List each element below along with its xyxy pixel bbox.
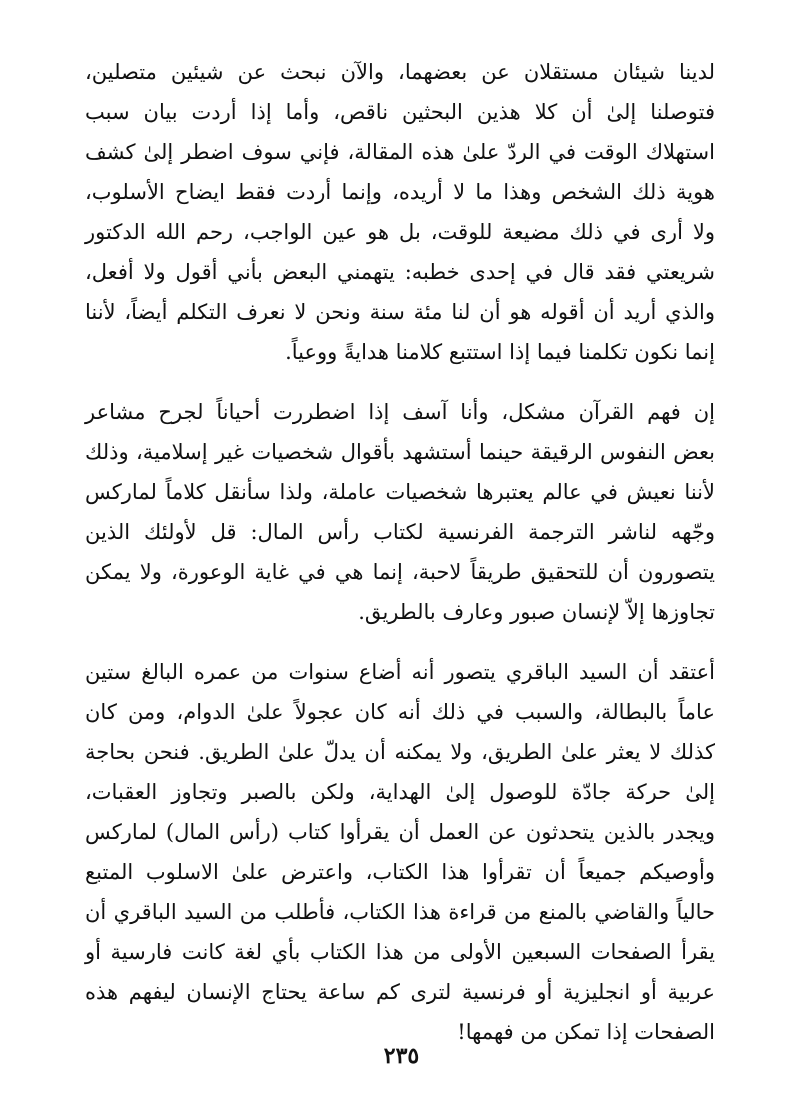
text-line: عربية أو انجليزية أو فرنسية لترى كم ساعة يحتاج الإنسان ليفهم هذه [85, 980, 715, 1004]
text-line: فتوصلنا إلىٰ أن كلا هذين البحثين ناقص، وأما إذا أردت بيان سبب [85, 100, 715, 124]
text-line: عاماً بالبطالة، والسبب في ذلك أنه كان عجولاً علىٰ الدوام، ومن كان [85, 700, 715, 724]
page-body [85, 52, 715, 1052]
text-line: حالياً والقاضي بالمنع من قراءة هذا الكتاب، فأطلب من السيد الباقري أن [85, 900, 715, 924]
text-line: والذي أريد أن أقوله هو أن لنا مئة سنة ونحن لا نعرف التكلم أيضاً، لأننا [85, 300, 715, 324]
text-line: ولا أرى في ذلك مضيعة للوقت، بل هو عين الواجب، رحم الله الدكتور [85, 220, 715, 244]
text-line: هوية ذلك الشخص وهذا ما لا أريده، وإنما أردت فقط ايضاح الأسلوب، [85, 180, 715, 204]
page-number: ٢٣٥ [383, 1043, 420, 1069]
paragraph-3 [85, 652, 715, 1052]
text-line: وجّهه لناشر الترجمة الفرنسية لكتاب رأس المال: قل لأولئك الذين [85, 520, 715, 544]
text-line: أعتقد أن السيد الباقري يتصور أنه أضاع سنوات من عمره البالغ ستين [85, 660, 715, 684]
text-line: يقرأ الصفحات السبعين الأولى من هذا الكتاب بأي لغة كانت فارسية أو [85, 940, 715, 964]
text-line: استهلاك الوقت في الردّ علىٰ هذه المقالة، فإني سوف اضطر إلىٰ كشف [85, 140, 715, 164]
text-line: بعض النفوس الرقيقة حينما أستشهد بأقوال شخصيات غير إسلامية، وذلك [85, 440, 715, 464]
text-line: إن فهم القرآن مشكل، وأنا آسف إذا اضطررت أحياناً لجرح مشاعر [85, 400, 715, 424]
paragraph-1 [85, 52, 715, 372]
text-line: تجاوزها إلاّ لإنسان صبور وعارف بالطريق. [358, 600, 715, 624]
text-line: شريعتي فقد قال في إحدى خطبه: يتهمني البعض بأني أقول ولا أفعل، [85, 260, 715, 284]
text-line: يتصورون أن للتحقيق طريقاً لاحبة، إنما هي في غاية الوعورة، ولا يمكن [85, 560, 715, 584]
paragraph-2 [85, 392, 715, 632]
text-line: كذلك لا يعثر علىٰ الطريق، ولا يمكنه أن يدلّ علىٰ الطريق. فنحن بحاجة [85, 740, 715, 764]
text-line: ويجدر بالذين يتحدثون عن العمل أن يقرأوا كتاب (رأس المال) لماركس [85, 820, 715, 844]
text-line: لأننا نعيش في عالم يعتبرها شخصيات عاملة، ولذا سأنقل كلاماً لماركس [85, 480, 715, 504]
text-line: إنما نكون تكلمنا فيما إذا استتبع كلامنا هدايةً ووعياً. [285, 340, 715, 364]
text-line: الصفحات إذا تمكن من فهمها! [457, 1020, 715, 1044]
text-line: وأوصيكم جميعاً أن تقرأوا هذا الكتاب، واعترض علىٰ الاسلوب المتبع [85, 860, 715, 884]
text-line: إلىٰ حركة جادّة للوصول إلىٰ الهداية، ولكن بالصبر وتجاوز العقبات، [85, 780, 715, 804]
text-line: لدينا شيئان مستقلان عن بعضهما، والآن نبحث عن شيئين متصلين، [85, 60, 715, 84]
